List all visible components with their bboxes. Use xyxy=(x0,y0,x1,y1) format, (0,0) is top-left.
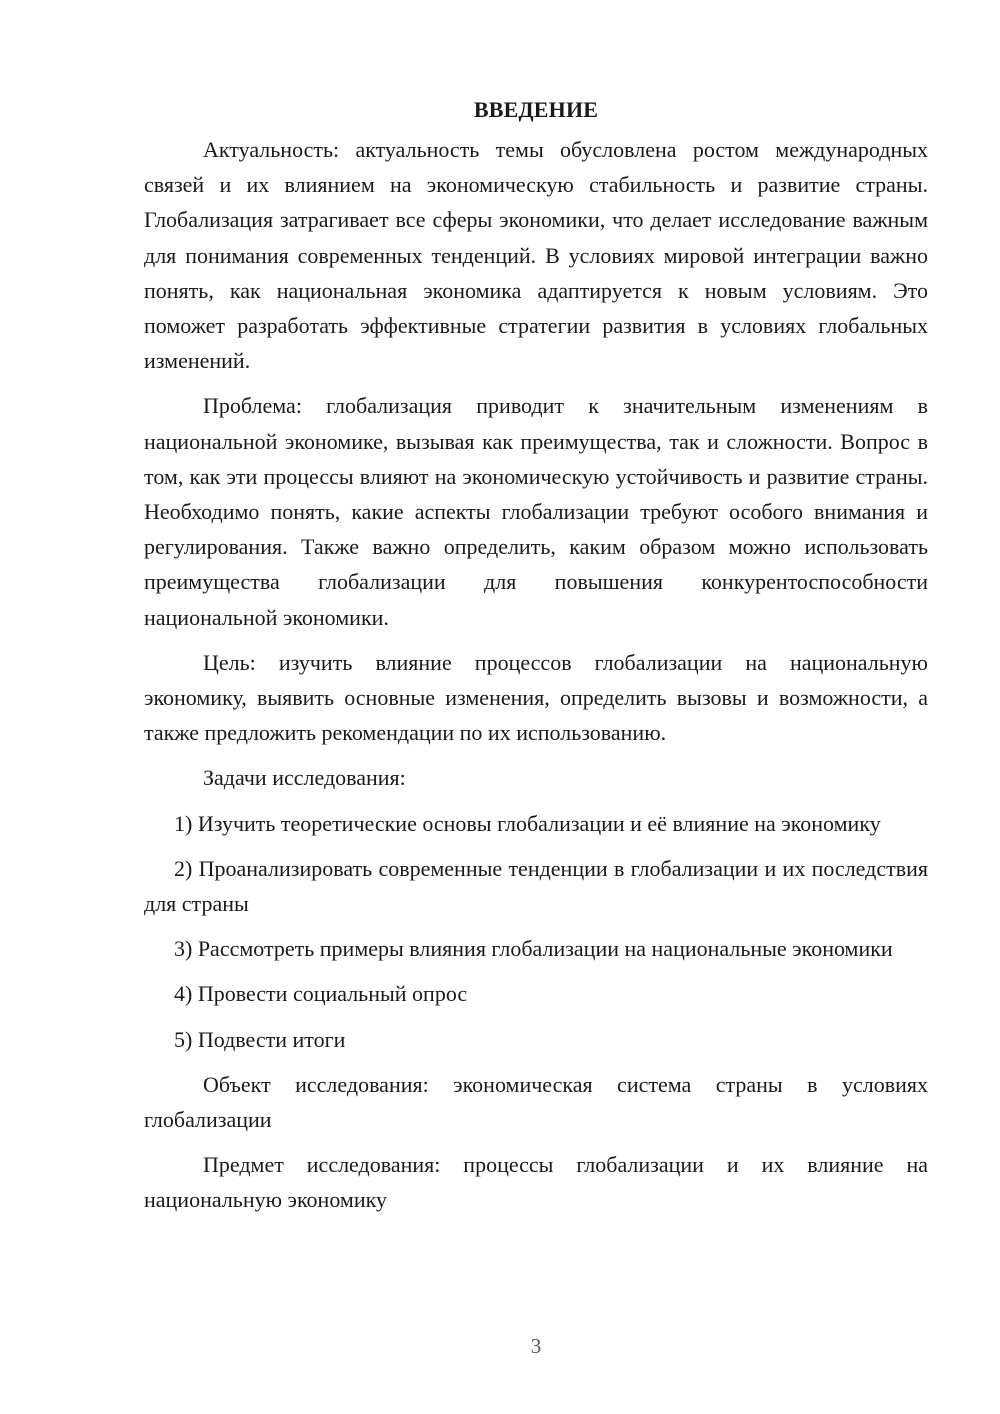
task-item: 2) Проанализировать современные тенденции в глобализации и их последствия для страны xyxy=(144,855,928,917)
task-item: 5) Подвести итоги xyxy=(174,1026,346,1052)
section-heading: ВВЕДЕНИЕ xyxy=(473,97,599,122)
task-item: 1) Изучить теоретические основы глобализации и её влияние на экономику xyxy=(174,810,881,836)
task-item: 4) Провести социальный опрос xyxy=(174,981,468,1007)
subject-paragraph: Предмет исследования: процессы глобализации и их влияние на национальную экономику xyxy=(144,1152,928,1213)
relevance-paragraph: Актуальность: актуальность темы обусловлена ростом международных связей и их влиянием на экономическую стабильность и развитие страны. Глобализация затрагивает все сферы экономики, что делает исследование важным для понимания современных тенденций. В условиях мировой интеграции важно понять, как национальная экономика адаптируется к новым условиям. Это поможет разработать эффективные стратегии развития в условиях глобальных изменений. xyxy=(144,137,928,374)
problem-paragraph: Проблема: глобализация приводит к значительным изменениям в национальной экономике, вызывая как преимущества, так и сложности. Вопрос в том, как эти процессы влияют на экономическую устойчивость и развитие страны. Необходимо понять, какие аспекты глобализации требуют особого внимания и регулирования. Также важно определить, каким образом можно использовать преимущества глобализации для повышения конкурентоспособности национальной экономики. xyxy=(144,393,928,630)
page-content xyxy=(144,92,928,1228)
goal-paragraph: Цель: изучить влияние процессов глобализации на национальную экономику, выявить основные изменения, определить вызовы и возможности, а также предложить рекомендации по их использованию. xyxy=(144,649,928,746)
page-number: 3 xyxy=(530,1334,542,1358)
task-item: 3) Рассмотреть примеры влияния глобализации на национальные экономики xyxy=(174,936,893,962)
object-paragraph: Объект исследования: экономическая система страны в условиях глобализации xyxy=(144,1071,928,1133)
tasks-list xyxy=(144,806,928,1057)
tasks-title: Задачи исследования: xyxy=(203,765,406,791)
